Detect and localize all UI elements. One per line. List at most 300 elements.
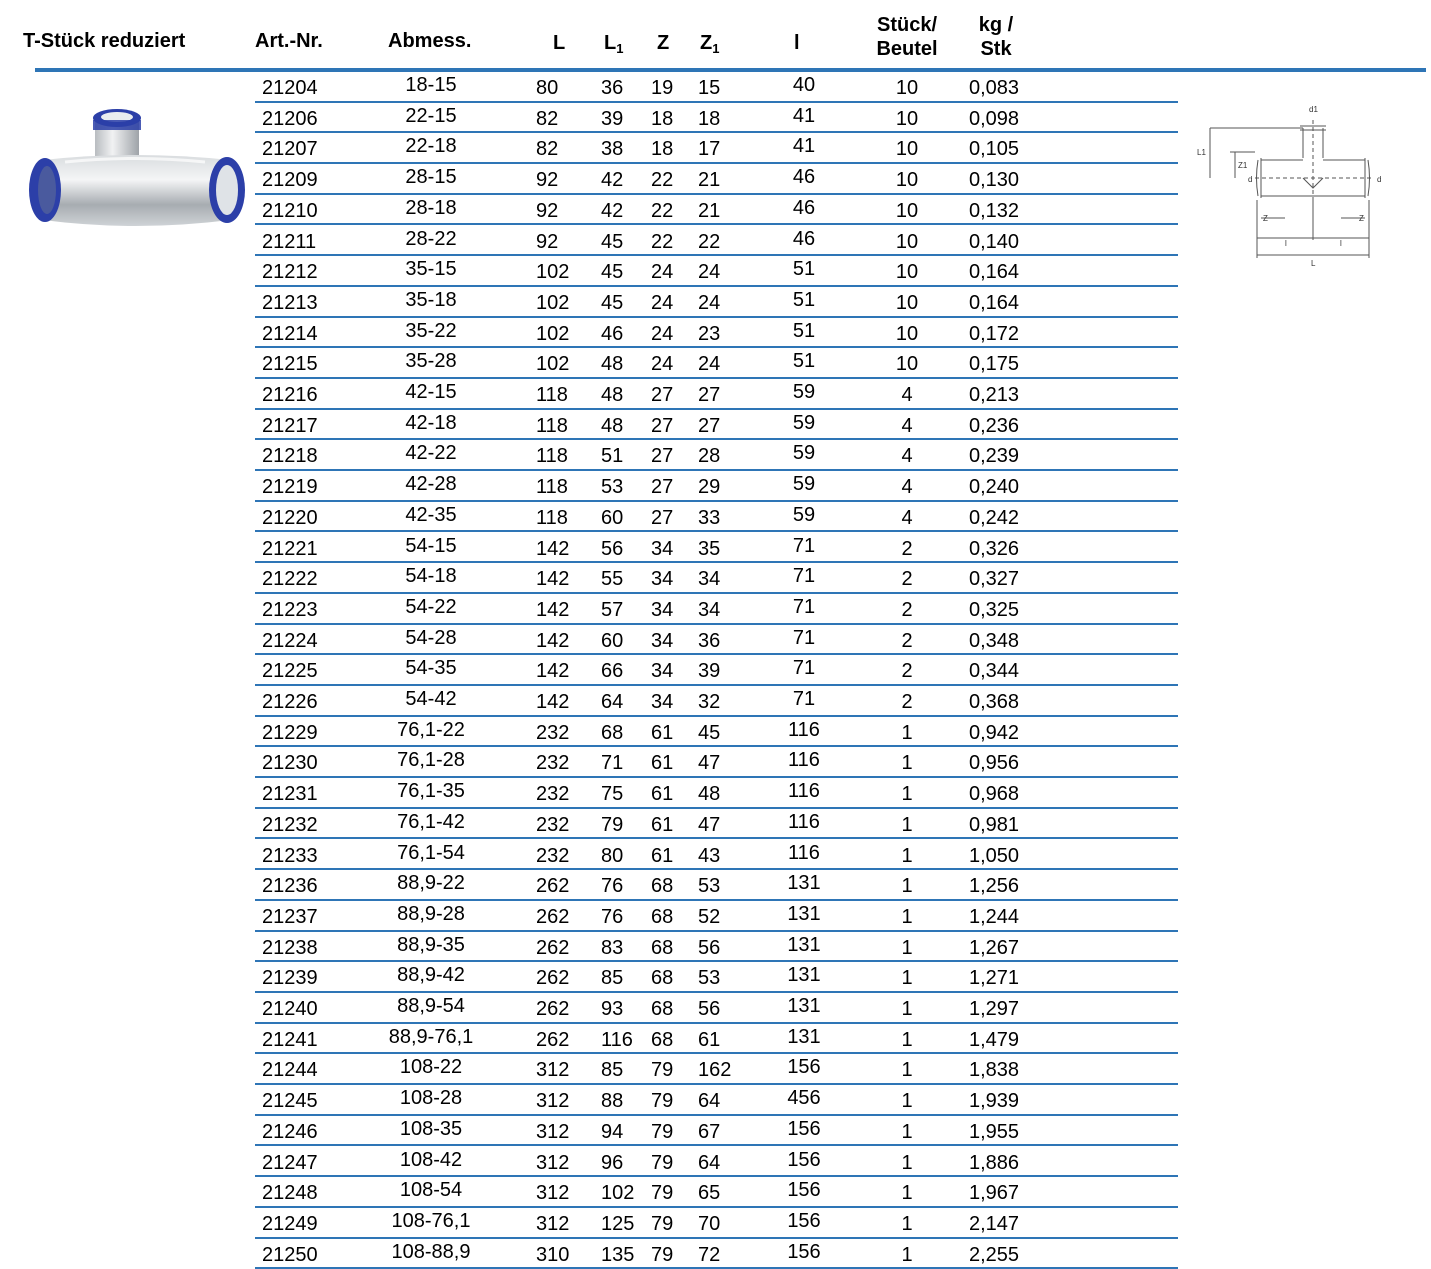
table-row [0, 1239, 1431, 1269]
kg-stk-cell: 0,105 [969, 138, 1020, 161]
kg-stk-cell: 0,368 [969, 691, 1020, 713]
table-row [0, 164, 1431, 195]
Z-cell: 24 [651, 353, 674, 376]
Z-cell: 68 [651, 936, 674, 959]
Z-cell: 79 [651, 1243, 674, 1266]
L1-cell: 56 [601, 537, 624, 560]
Z1-cell: 23 [698, 322, 721, 345]
L1-cell: 83 [601, 936, 624, 959]
l-cell: 71 [792, 565, 816, 588]
l-cell: 156 [787, 1209, 821, 1232]
stueck-beutel-cell: 1 [901, 936, 913, 959]
table-row [0, 348, 1431, 379]
stueck-beutel-cell: 1 [901, 721, 913, 744]
Z-cell: 34 [651, 537, 674, 560]
Z1-cell: 34 [698, 568, 721, 591]
L1-cell: 116 [601, 1028, 633, 1051]
Z1-cell: 34 [698, 598, 721, 621]
abmess-cell: 54-18 [405, 565, 457, 588]
stueck-beutel-cell: 10 [895, 77, 919, 99]
kg-stk-cell: 0,326 [969, 537, 1020, 560]
stueck-beutel-cell: 1 [901, 813, 913, 836]
table-row [0, 502, 1431, 533]
Z1-cell: 35 [698, 537, 721, 560]
L1-cell: 79 [601, 813, 624, 836]
kg-stk-cell: 0,325 [969, 598, 1020, 621]
Z1-cell: 52 [698, 905, 721, 928]
Z-cell: 79 [651, 1120, 674, 1143]
abmess-cell: 42-22 [405, 442, 457, 465]
abmess-cell: 108-35 [399, 1117, 463, 1140]
art-nr-cell: 21222 [262, 568, 318, 591]
art-nr-cell: 21247 [262, 1151, 318, 1174]
kg-stk-cell: 1,967 [969, 1182, 1020, 1205]
Z1-cell: 18 [698, 107, 721, 130]
L1-cell: 48 [601, 384, 624, 406]
L-cell: 312 [536, 1059, 570, 1082]
L1-cell: 36 [601, 77, 624, 99]
dim-label-z-left: Z [1263, 214, 1268, 223]
abmess-cell: 76,1-28 [397, 749, 465, 772]
l-cell: 51 [792, 350, 816, 373]
art-nr-cell: 21221 [262, 537, 318, 560]
Z-cell: 34 [651, 629, 674, 652]
L-cell: 142 [536, 568, 570, 591]
Z1-cell: 32 [698, 691, 721, 713]
Z-cell: 27 [651, 476, 674, 499]
L1-cell: 48 [601, 353, 624, 376]
l-cell: 41 [792, 104, 816, 127]
L1-cell: 45 [601, 291, 624, 314]
stueck-beutel-cell: 10 [895, 322, 919, 345]
stueck-beutel-cell: 1 [901, 1182, 913, 1205]
l-cell: 71 [792, 626, 816, 649]
L1-cell: 51 [601, 445, 624, 468]
Z1-cell: 15 [698, 77, 721, 99]
table-row [0, 410, 1431, 441]
L1-cell: 88 [601, 1090, 624, 1113]
Z-cell: 79 [651, 1182, 674, 1205]
stueck-beutel-cell: 4 [901, 476, 913, 499]
col-header-L: L [553, 32, 566, 54]
table-row [0, 287, 1431, 318]
col-header-Z1: $Z_1$ [700, 32, 720, 56]
Z1-cell: 70 [698, 1212, 721, 1235]
L1-cell: 45 [601, 261, 624, 284]
art-nr-cell: 21229 [262, 721, 318, 744]
abmess-cell: 88,9-54 [397, 995, 465, 1017]
art-nr-cell: 21212 [262, 261, 318, 284]
art-nr-cell: 21248 [262, 1182, 318, 1205]
stueck-beutel-cell: 4 [901, 445, 913, 468]
table-row [0, 1024, 1431, 1055]
table-row [0, 72, 1431, 103]
l-cell: 131 [787, 995, 821, 1017]
table-row [0, 563, 1431, 594]
art-nr-cell: 21214 [262, 322, 318, 345]
Z-cell: 79 [651, 1212, 674, 1235]
kg-stk-cell: 0,164 [969, 291, 1020, 314]
stueck-beutel-cell: 1 [901, 1212, 913, 1235]
art-nr-cell: 21226 [262, 691, 318, 713]
table-row [0, 932, 1431, 963]
L1-cell: 60 [601, 506, 624, 529]
kg-stk-cell: 0,348 [969, 629, 1020, 652]
L1-cell: 71 [601, 752, 624, 775]
abmess-cell: 108-22 [399, 1056, 463, 1079]
Z-cell: 61 [651, 752, 674, 775]
kg-stk-cell: 1,939 [969, 1090, 1020, 1113]
kg-stk-cell: 0,239 [969, 445, 1020, 468]
kg-stk-cell: 0,098 [969, 107, 1020, 130]
art-nr-cell: 21230 [262, 752, 318, 775]
art-nr-cell: 21219 [262, 476, 318, 499]
Z1-cell: 39 [698, 660, 721, 683]
stueck-beutel-cell: 10 [895, 261, 919, 284]
table-row [0, 747, 1431, 778]
L1-cell: 94 [601, 1120, 624, 1143]
table-row [0, 809, 1431, 840]
Z-cell: 18 [651, 107, 674, 130]
stueck-beutel-cell: 10 [895, 107, 919, 130]
col-header-Z: Z [657, 32, 670, 54]
kg-stk-cell: 0,132 [969, 199, 1020, 222]
stueck-beutel-cell: 2 [901, 537, 913, 560]
table-row [0, 1208, 1431, 1239]
art-nr-cell: 21224 [262, 629, 318, 652]
Z-cell: 61 [651, 783, 674, 806]
art-nr-cell: 21231 [262, 783, 318, 806]
abmess-cell: 108-76,1 [391, 1209, 471, 1232]
L1-cell: 125 [601, 1212, 635, 1235]
stueck-beutel-cell: 1 [901, 1243, 913, 1266]
l-cell: 59 [792, 473, 816, 496]
abmess-cell: 28-18 [405, 196, 457, 219]
Z-cell: 22 [651, 199, 674, 222]
Z-cell: 34 [651, 660, 674, 683]
l-cell: 156 [787, 1117, 821, 1140]
Z1-cell: 33 [698, 506, 721, 529]
abmess-cell: 42-35 [405, 503, 457, 526]
Z1-cell: 53 [698, 967, 721, 990]
L-cell: 102 [536, 291, 570, 314]
L1-cell: 57 [601, 598, 624, 621]
stueck-beutel-cell: 2 [901, 691, 913, 713]
L-cell: 118 [536, 414, 568, 437]
Z1-cell: 24 [698, 353, 721, 376]
abmess-cell: 22-15 [405, 104, 457, 127]
l-cell: 71 [792, 688, 816, 710]
art-nr-cell: 21232 [262, 813, 318, 836]
abmess-cell: 88,9-76,1 [388, 1025, 474, 1048]
art-nr-cell: 21223 [262, 598, 318, 621]
kg-stk-cell: 0,242 [969, 506, 1020, 529]
L-cell: 262 [536, 875, 570, 898]
L-cell: 92 [536, 230, 559, 253]
Z1-cell: 65 [698, 1182, 721, 1205]
abmess-cell: 76,1-35 [397, 780, 465, 803]
L1-cell: 135 [601, 1243, 635, 1266]
Z1-cell: 27 [698, 384, 721, 406]
L1-cell: 96 [601, 1151, 624, 1174]
dim-label-d1: d1 [1309, 105, 1318, 114]
L-cell: 80 [536, 77, 559, 99]
Z-cell: 68 [651, 875, 674, 898]
table-row [0, 993, 1431, 1024]
L1-cell: 68 [601, 721, 624, 744]
table-row [0, 1177, 1431, 1208]
Z1-cell: 162 [698, 1059, 732, 1082]
art-nr-cell: 21249 [262, 1212, 318, 1235]
table-row [0, 440, 1431, 471]
kg-stk-cell: 0,172 [969, 322, 1020, 345]
L-cell: 118 [536, 506, 568, 529]
l-cell: 59 [792, 411, 816, 434]
L-cell: 312 [536, 1151, 570, 1174]
L-cell: 232 [536, 752, 570, 775]
stueck-beutel-cell: 1 [901, 1059, 913, 1082]
kg-stk-cell: 0,240 [969, 476, 1020, 499]
l-cell: 131 [787, 872, 821, 895]
table-row [0, 686, 1431, 717]
l-cell: 116 [788, 780, 820, 803]
abmess-cell: 42-15 [405, 381, 457, 403]
art-nr-cell: 21236 [262, 875, 318, 898]
L1-cell: 45 [601, 230, 624, 253]
stueck-beutel-cell: 1 [901, 844, 913, 867]
Z-cell: 68 [651, 967, 674, 990]
l-cell: 116 [788, 841, 820, 864]
stueck-beutel-cell: 4 [901, 384, 913, 406]
table-row [0, 840, 1431, 871]
kg-stk-cell: 1,050 [969, 844, 1020, 867]
art-nr-cell: 21217 [262, 414, 318, 437]
l-cell: 51 [792, 258, 816, 281]
L-cell: 82 [536, 107, 559, 130]
kg-stk-cell: 0,327 [969, 568, 1020, 591]
l-cell: 131 [787, 964, 821, 987]
stueck-beutel-cell: 1 [901, 1090, 913, 1113]
stueck-beutel-cell: 2 [901, 598, 913, 621]
col-header-art-nr: Art.-Nr. [255, 30, 323, 52]
Z-cell: 34 [651, 691, 674, 713]
stueck-beutel-cell: 10 [895, 353, 919, 376]
Z1-cell: 72 [698, 1243, 721, 1266]
stueck-beutel-cell: 1 [901, 875, 913, 898]
Z-cell: 79 [651, 1059, 674, 1082]
L-cell: 232 [536, 844, 570, 867]
kg-stk-cell: 1,256 [969, 875, 1020, 898]
abmess-cell: 88,9-28 [397, 902, 465, 925]
l-cell: 46 [792, 196, 816, 219]
L-cell: 312 [536, 1212, 570, 1235]
stueck-beutel-cell: 10 [895, 230, 919, 253]
L-cell: 310 [536, 1243, 570, 1266]
L-cell: 142 [536, 691, 570, 713]
abmess-cell: 28-22 [405, 227, 457, 250]
Z1-cell: 45 [698, 721, 721, 744]
abmess-cell: 54-35 [405, 657, 457, 680]
table-row [0, 962, 1431, 993]
L-cell: 312 [536, 1120, 570, 1143]
l-cell: 116 [788, 810, 820, 833]
kg-stk-cell: 0,175 [969, 353, 1020, 376]
L-cell: 102 [536, 353, 570, 376]
kg-stk-cell: 0,236 [969, 414, 1020, 437]
table-row [0, 1054, 1431, 1085]
L-cell: 232 [536, 721, 570, 744]
Z1-cell: 24 [698, 291, 721, 314]
abmess-cell: 35-15 [405, 258, 457, 281]
kg-stk-cell: 1,838 [969, 1059, 1020, 1082]
kg-stk-cell: 0,344 [969, 660, 1020, 683]
Z1-cell: 17 [698, 138, 721, 161]
abmess-cell: 18-15 [405, 74, 457, 96]
art-nr-cell: 21246 [262, 1120, 318, 1143]
Z-cell: 68 [651, 1028, 674, 1051]
L1-cell: 85 [601, 967, 624, 990]
Z1-cell: 47 [698, 813, 721, 836]
dim-label-d-left: d [1248, 175, 1253, 184]
art-nr-cell: 21215 [262, 353, 318, 376]
abmess-cell: 54-42 [405, 688, 457, 710]
l-cell: 131 [787, 933, 821, 956]
Z-cell: 27 [651, 384, 674, 406]
dim-label-L1: L1 [1197, 148, 1206, 157]
l-cell: 71 [792, 534, 816, 557]
art-nr-cell: 21245 [262, 1090, 318, 1113]
kg-stk-cell: 0,140 [969, 230, 1020, 253]
abmess-cell: 35-28 [405, 350, 457, 373]
kg-stk-cell: 0,942 [969, 721, 1020, 744]
Z1-cell: 24 [698, 261, 721, 284]
L1-cell: 39 [601, 107, 624, 130]
abmess-cell: 76,1-22 [397, 718, 465, 741]
L1-cell: 75 [601, 783, 624, 806]
L-cell: 82 [536, 138, 559, 161]
kg-stk-cell: 0,213 [969, 384, 1020, 406]
l-cell: 116 [788, 718, 820, 741]
art-nr-cell: 21225 [262, 660, 318, 683]
art-nr-cell: 21244 [262, 1059, 318, 1082]
l-cell: 156 [787, 1056, 821, 1079]
art-nr-cell: 21237 [262, 905, 318, 928]
l-cell: 59 [792, 442, 816, 465]
art-nr-cell: 21213 [262, 291, 318, 314]
l-cell: 156 [787, 1240, 821, 1263]
dim-label-z-right: Z [1359, 214, 1364, 223]
table-row [0, 379, 1431, 410]
table-row [0, 318, 1431, 349]
L-cell: 102 [536, 322, 570, 345]
abmess-cell: 28-15 [405, 166, 457, 189]
art-nr-cell: 21233 [262, 844, 318, 867]
Z1-cell: 47 [698, 752, 721, 775]
L-cell: 312 [536, 1182, 570, 1205]
Z-cell: 27 [651, 414, 674, 437]
abmess-cell: 76,1-54 [397, 841, 465, 864]
L-cell: 92 [536, 199, 559, 222]
Z-cell: 34 [651, 568, 674, 591]
table-row [0, 195, 1431, 226]
L1-cell: 66 [601, 660, 624, 683]
stueck-beutel-cell: 1 [901, 1151, 913, 1174]
l-cell: 59 [792, 503, 816, 526]
Z1-cell: 28 [698, 445, 721, 468]
abmess-cell: 108-88,9 [391, 1240, 471, 1263]
l-cell: 156 [787, 1179, 821, 1202]
L-cell: 262 [536, 1028, 570, 1051]
Z1-cell: 27 [698, 414, 721, 437]
page-title: T-Stück reduziert [23, 30, 186, 52]
Z1-cell: 36 [698, 629, 721, 652]
L-cell: 92 [536, 169, 559, 192]
art-nr-cell: 21211 [262, 230, 317, 253]
kg-stk-cell: 1,297 [969, 998, 1020, 1020]
kg-stk-cell: 1,267 [969, 936, 1020, 959]
dim-label-L: L [1311, 259, 1316, 268]
l-cell: 71 [792, 595, 816, 618]
dim-label-l-left: l [1285, 239, 1287, 248]
Z1-cell: 61 [698, 1028, 721, 1051]
abmess-cell: 88,9-42 [397, 964, 465, 987]
dim-label-Z1: Z1 [1238, 161, 1248, 170]
kg-stk-cell: 1,479 [969, 1028, 1020, 1051]
abmess-cell: 54-22 [405, 595, 457, 618]
Z-cell: 24 [651, 261, 674, 284]
Z1-cell: 22 [698, 230, 721, 253]
L-cell: 262 [536, 967, 570, 990]
abmess-cell: 42-18 [405, 411, 457, 434]
l-cell: 41 [792, 135, 816, 158]
table-row [0, 594, 1431, 625]
L-cell: 142 [536, 629, 570, 652]
art-nr-cell: 21209 [262, 169, 318, 192]
l-cell: 131 [787, 1025, 821, 1048]
Z-cell: 22 [651, 169, 674, 192]
kg-stk-cell: 0,130 [969, 169, 1020, 192]
kg-stk-cell: 2,255 [969, 1243, 1020, 1266]
col-header-kg-stk: kg / Stk [978, 14, 1014, 60]
table-row [0, 625, 1431, 656]
art-nr-cell: 21239 [262, 967, 318, 990]
Z-cell: 27 [651, 445, 674, 468]
stueck-beutel-cell: 10 [895, 291, 919, 314]
kg-stk-cell: 0,968 [969, 783, 1020, 806]
L1-cell: 42 [601, 169, 624, 192]
table-row [0, 103, 1431, 134]
l-cell: 156 [787, 1148, 821, 1171]
Z1-cell: 29 [698, 476, 721, 499]
col-header-L1: $L_1$ [604, 32, 624, 56]
abmess-cell: 54-28 [405, 626, 457, 649]
Z1-cell: 56 [698, 998, 721, 1020]
Z-cell: 61 [651, 813, 674, 836]
abmess-cell: 108-54 [399, 1179, 463, 1202]
stueck-beutel-cell: 2 [901, 568, 913, 591]
table-row [0, 533, 1431, 564]
L-cell: 142 [536, 537, 570, 560]
Z-cell: 79 [651, 1090, 674, 1113]
L-cell: 262 [536, 936, 570, 959]
art-nr-cell: 21241 [262, 1028, 318, 1051]
L-cell: 118 [536, 445, 568, 468]
dim-label-d-right: d [1377, 175, 1382, 184]
table-row [0, 655, 1431, 686]
stueck-beutel-cell: 10 [895, 138, 919, 161]
L1-cell: 42 [601, 199, 624, 222]
L-cell: 142 [536, 660, 570, 683]
